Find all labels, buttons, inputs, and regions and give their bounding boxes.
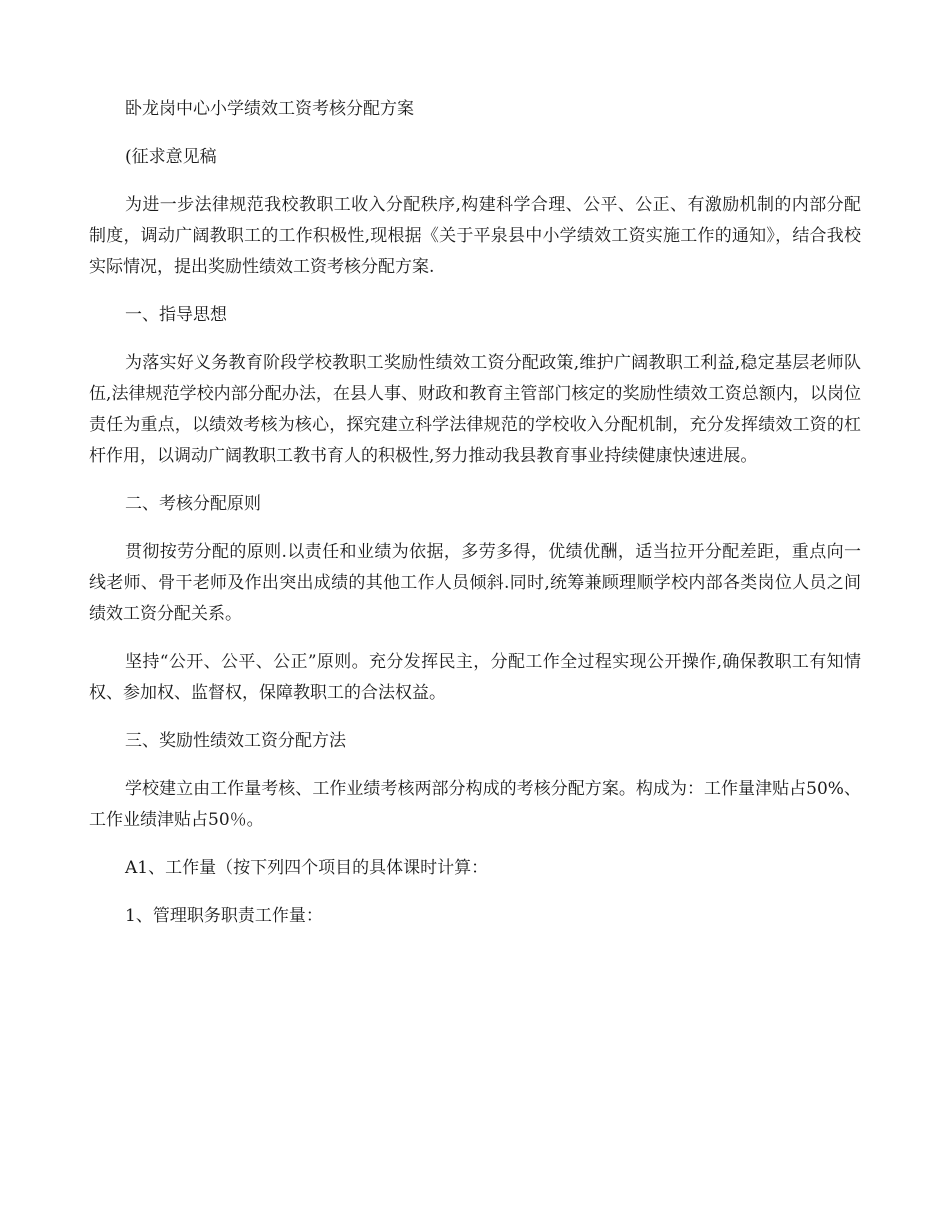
guiding-ideology-paragraph: 为落实好义务教育阶段学校教职工奖励性绩效工资分配政策,维护广阔教职工利益,稳定基层老师队伍,法律规范学校内部分配办法，在县人事、财政和教育主管部门核定的奖励性绩效工资总额内，以岗位责任为重点，以绩效考核为核心，探究建立科学法律规范的学校收入分配机制，充分发挥绩效工资的杠杆作用，以调动广阔教职工教书育人的积极性,努力推动我县教育事业持续健康快速进展。 (89, 353, 861, 466)
draft-note: (征求意见稿 (125, 147, 217, 167)
workload-item-1: 1、管理职务职责工作量： (125, 906, 323, 926)
workload-heading: A1、工作量（按下列四个项目的具体课时计算： (125, 858, 489, 878)
principle-paragraph-1: 贯彻按劳分配的原则.以责任和业绩为依据，多劳多得，优绩优酬，适当拉开分配差距，重点向一线老师、骨干老师及作出突出成绩的其他工作人员倾斜.同时,统筹兼顾理顺学校内部各类岗位人员之间绩效工资分配关系。 (89, 542, 861, 624)
document-title: 卧龙岗中心小学绩效工资考核分配方案 (125, 99, 414, 119)
section-heading-method: 三、奖励性绩效工资分配方法 (125, 731, 346, 751)
section-heading-principles: 二、考核分配原则 (125, 494, 261, 514)
principle-paragraph-2: 坚持“公开、公平、公正”原则。充分发挥民主，分配工作全过程实现公开操作,确保教职工有知情权、参加权、监督权，保障教职工的合法权益。 (89, 652, 861, 703)
document-body (89, 94, 861, 949)
section-heading-guiding-ideology: 一、指导思想 (125, 305, 227, 325)
method-paragraph: 学校建立由工作量考核、工作业绩考核两部分构成的考核分配方案。构成为：工作量津贴占50%、工作业绩津贴占50％。 (89, 779, 861, 830)
intro-paragraph: 为进一步法律规范我校教职工收入分配秩序,构建科学合理、公平、公正、有激励机制的内部分配制度，调动广阔教职工的工作积极性,现根据《关于平泉县中小学绩效工资实施工作的通知》，结合我校实际情况，提出奖励性绩效工资考核分配方案. (89, 195, 861, 277)
